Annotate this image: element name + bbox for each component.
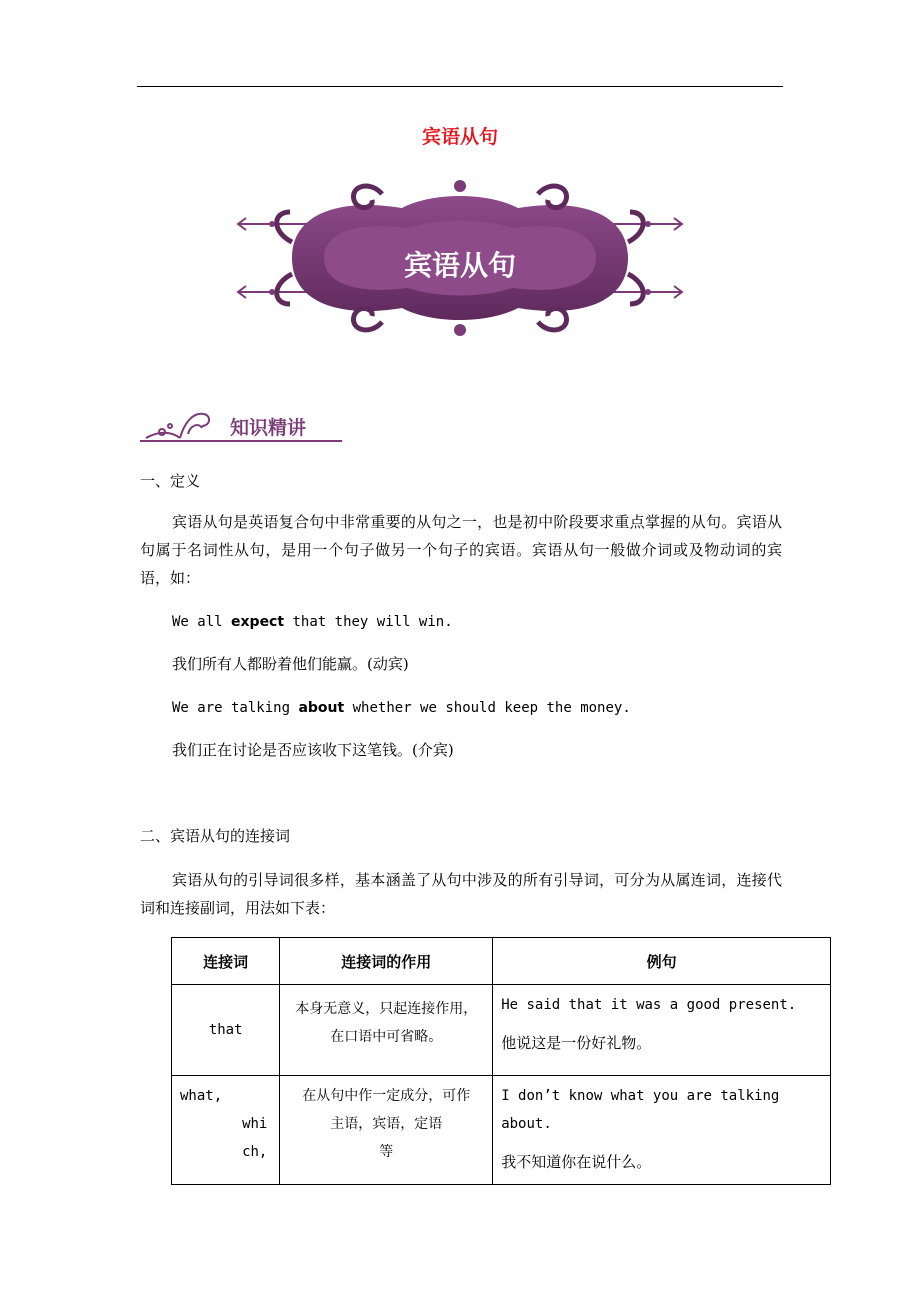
- example1-translation: 我们所有人都盼着他们能赢。(动宾): [172, 655, 409, 673]
- table-cell-example: [493, 1076, 831, 1185]
- table-cell-example: [493, 985, 831, 1076]
- role-line: 等: [379, 1144, 394, 1160]
- page-title: 宾语从句: [421, 126, 498, 148]
- table-header-word: 连接词: [172, 938, 280, 985]
- table-cell-role: [280, 985, 493, 1076]
- example2-after: whether we should keep the money.: [344, 700, 631, 716]
- example-cn: 我不知道你在说什么。: [501, 1153, 652, 1171]
- word-line: what,: [180, 1088, 223, 1104]
- role-line: 主语，宾语，定语: [330, 1116, 443, 1132]
- banner-title: 宾语从句: [403, 249, 516, 282]
- example-cn: 他说这是一份好礼物。: [501, 1034, 652, 1052]
- table-cell-word: that: [172, 985, 280, 1076]
- example1-after: that they will win.: [284, 614, 453, 630]
- word-line: whi: [242, 1116, 268, 1132]
- table-header-example: 例句: [493, 938, 831, 985]
- table-cell-role: [280, 1076, 493, 1185]
- example1-sentence: [172, 608, 453, 636]
- example1-before: We all: [172, 614, 232, 630]
- section-header-knowledge: 知识精讲: [230, 417, 307, 439]
- example2-translation: 我们正在讨论是否应该收下这笔钱。(介宾): [172, 741, 454, 759]
- example2-before: We are talking: [172, 700, 299, 716]
- section2-heading: 二、宾语从句的连接词: [140, 827, 291, 845]
- table-cell-word: [172, 1076, 280, 1185]
- section1-heading: 一、定义: [140, 472, 201, 490]
- example-en: I don’t know what you are talking about.: [501, 1088, 780, 1132]
- role-line: 本身无意义，只起连接作用，: [295, 1001, 478, 1017]
- table-header-row: [172, 938, 831, 985]
- section1-paragraph: 宾语从句是英语复合句中非常重要的从句之一，也是初中阶段要求重点掌握的从句。宾语从句属于名词性从句，是用一个句子做另一个句子的宾语。宾语从句一般做介词或及物动词的宾语，如：: [140, 513, 782, 587]
- section2-paragraph: 宾语从句的引导词很多样，基本涵盖了从句中涉及的所有引导词，可分为从属连词，连接代词和连接副词，用法如下表：: [140, 871, 782, 917]
- word-line: ch,: [242, 1144, 268, 1160]
- table-header-role: 连接词的作用: [280, 938, 493, 985]
- conjunction-table: [171, 937, 831, 1185]
- example2-sentence: [172, 694, 631, 722]
- example-en: He said that it was a good present.: [501, 997, 797, 1013]
- example2-keyword: about: [298, 700, 345, 716]
- example1-keyword: expect: [231, 614, 285, 630]
- role-line: 在口语中可省略。: [330, 1029, 443, 1045]
- header-rule: [137, 86, 783, 87]
- section-header-underline: [140, 440, 342, 442]
- table-row: [172, 1076, 831, 1185]
- role-line: 在从句中作一定成分，可作: [302, 1088, 471, 1104]
- table-row: [172, 985, 831, 1076]
